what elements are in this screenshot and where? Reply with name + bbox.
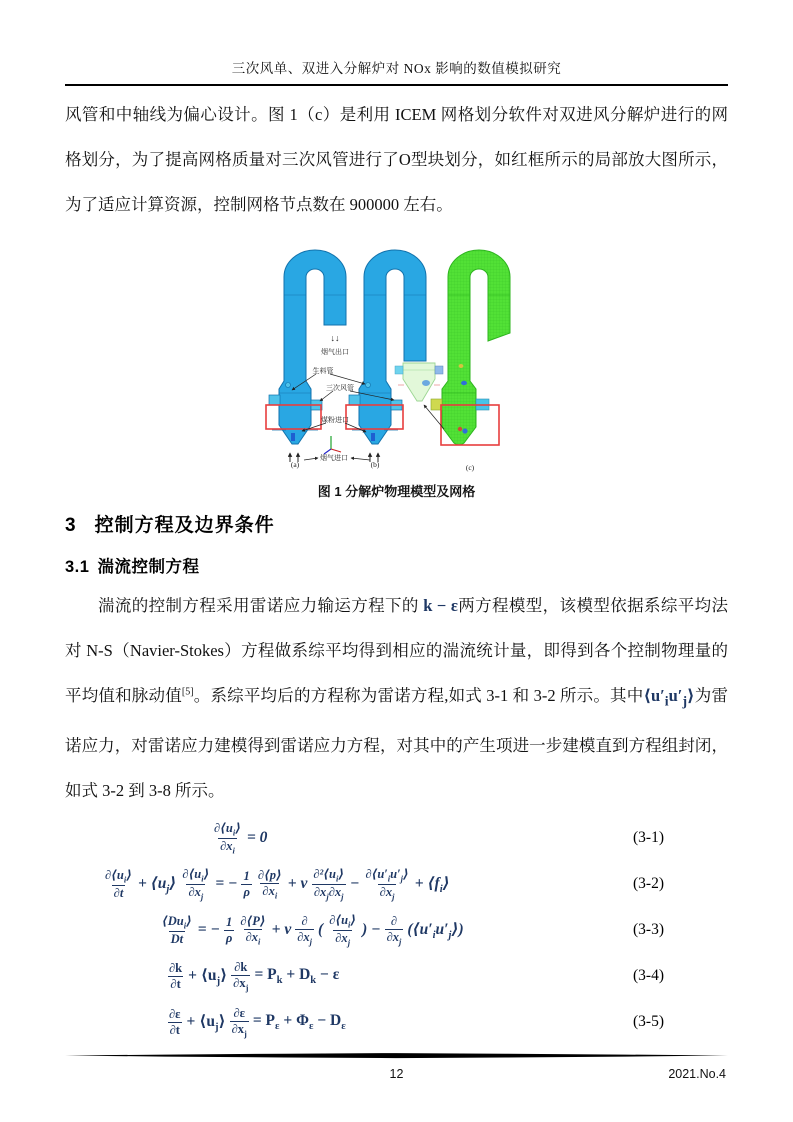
footer-row bbox=[65, 1067, 728, 1081]
issue-label: 2021.No.4 bbox=[668, 1067, 726, 1081]
nozzle-b-left bbox=[349, 395, 360, 405]
model-b-double-inlet bbox=[349, 250, 426, 462]
equation-number: (3-3) bbox=[633, 921, 664, 939]
outlet-arrows: ↓↓ bbox=[330, 333, 340, 343]
section-heading bbox=[65, 510, 728, 537]
equation-formula: $\frac{⟨Du_i⟩}{Dt}$ = − $\frac{1}{\rho}$ $\frac{\partial⟨P⟩}{\partial x_i}$ + ν $\frac{\partial}{\partial x_j}$ ( $\frac{\partial⟨u_i⟩}{\partial x_j}$ ) − $\frac{\partial}{\partial x_j}$ $(⟨u'_iu'_j⟩)$ bbox=[162, 913, 464, 948]
mesh-detail-inset bbox=[395, 363, 443, 401]
label-coal-inlet: 煤粉进口 bbox=[321, 416, 349, 424]
inline-math: k − ε bbox=[423, 596, 458, 615]
running-head-title: 三次风单、双进入分解炉对 NOx 影响的数值模拟研究 bbox=[231, 61, 562, 76]
citation-superscript: [5] bbox=[181, 686, 194, 698]
model-a-single-inlet bbox=[269, 250, 346, 462]
paragraph-text: 两方程模型，该模型依据系综平均法对 N-S（Navier-Stokes）方程做系综平均得到相应的湍流统计量，即得到各个控制物理量的平均值和脉动值 bbox=[65, 596, 728, 705]
equation-formula: $\frac{\partial\varepsilon}{\partial t}$ + $⟨u_j⟩$ $\frac{\partial\varepsilon}{\partial x_j}$ = $P_\varepsilon + \Phi_\varepsilon - D_\varepsilon$ bbox=[169, 1006, 346, 1039]
equation-number: (3-4) bbox=[633, 967, 664, 985]
label-sub-b: (b) bbox=[370, 460, 380, 469]
turbulence-paragraph bbox=[65, 583, 728, 813]
footer bbox=[65, 1046, 728, 1081]
equation-row bbox=[65, 861, 728, 907]
equation-formula: $\frac{\partial⟨u_i⟩}{\partial t}$ + $⟨u_j⟩$ $\frac{\partial⟨u_i⟩}{\partial x_j}$ = − $\frac{1}{\rho}$ $\frac{\partial⟨p⟩}{\partial x_i}$ + ν $\frac{\partial^2⟨u_i⟩}{\partial x_j\partial x_j}$ − $\frac{\partial⟨u'_iu'_j⟩}{\partial x_j}$ + $⟨f_i⟩$ bbox=[105, 867, 450, 902]
equation-formula: $\frac{\partial⟨u_i⟩}{\partial x_i}$ = 0 bbox=[214, 821, 268, 856]
subsection-title: 湍流控制方程 bbox=[97, 558, 200, 576]
label-flue-gas-inlet: 烟气进口 bbox=[320, 454, 348, 462]
equation-number: (3-5) bbox=[633, 1013, 664, 1031]
label-tertiary-air-pipe: 三次风管 bbox=[326, 384, 354, 392]
equation-row bbox=[65, 999, 728, 1045]
figure-1 bbox=[238, 233, 576, 478]
nozzle-a-left bbox=[269, 395, 280, 405]
label-raw-meal-pipe: 生料管 bbox=[312, 367, 334, 375]
inline-math: $⟨u'_iu'_j⟩$ bbox=[643, 686, 695, 709]
equation-number: (3-2) bbox=[633, 875, 664, 893]
equation-row bbox=[65, 815, 728, 861]
equation-number: (3-1) bbox=[633, 829, 664, 847]
equation-row bbox=[65, 953, 728, 999]
equations bbox=[65, 815, 728, 1045]
coordinate-axes bbox=[324, 436, 341, 454]
figure-caption: 图 1 分解炉物理模型及网格 bbox=[317, 484, 476, 499]
section-title: 控制方程及边界条件 bbox=[94, 515, 275, 536]
footer-rule bbox=[65, 1052, 728, 1059]
subsection-number: 3.1 bbox=[65, 558, 90, 576]
equation-row bbox=[65, 907, 728, 953]
section-number: 3 bbox=[65, 515, 77, 536]
paragraph-text: 湍流的控制方程采用雷诺应力输运方程下的 bbox=[98, 596, 424, 615]
subsection-heading bbox=[65, 553, 728, 577]
paragraph-text: 为雷诺应力，对雷诺应力建模得到雷诺应力方程，对其中的产生项进一步建模直到方程组封闭，如式 3-2 到 3-8 所示。 bbox=[65, 686, 728, 801]
header-rule bbox=[65, 84, 728, 86]
page-content bbox=[65, 0, 728, 1045]
label-flue-gas-outlet: 烟气出口 bbox=[321, 348, 349, 356]
equation-formula: $\frac{\partial k}{\partial t}$ + $⟨u_j⟩$ $\frac{\partial k}{\partial x_j}$ = $P_k + D_k - \varepsilon$ bbox=[169, 960, 340, 993]
label-sub-c: (c) bbox=[465, 463, 475, 472]
page-number: 12 bbox=[389, 1067, 404, 1081]
model-c-mesh bbox=[431, 250, 510, 445]
intro-paragraph: 风管和中轴线为偏心设计。图 1（c）是利用 ICEM 网格划分软件对双进风分解炉进行的网格划分，为了提高网格质量对三次风管进行了O型块划分，如红框所示的局部放大图所示，为了适应计算资源，控制网格节点数在 900000 左右。 bbox=[65, 105, 728, 214]
furnace-models-figure bbox=[238, 233, 576, 473]
label-sub-a: (a) bbox=[290, 460, 300, 469]
paragraph-text: 。系综平均后的方程称为雷诺方程,如式 3-1 和 3-2 所示。其中 bbox=[193, 686, 644, 705]
